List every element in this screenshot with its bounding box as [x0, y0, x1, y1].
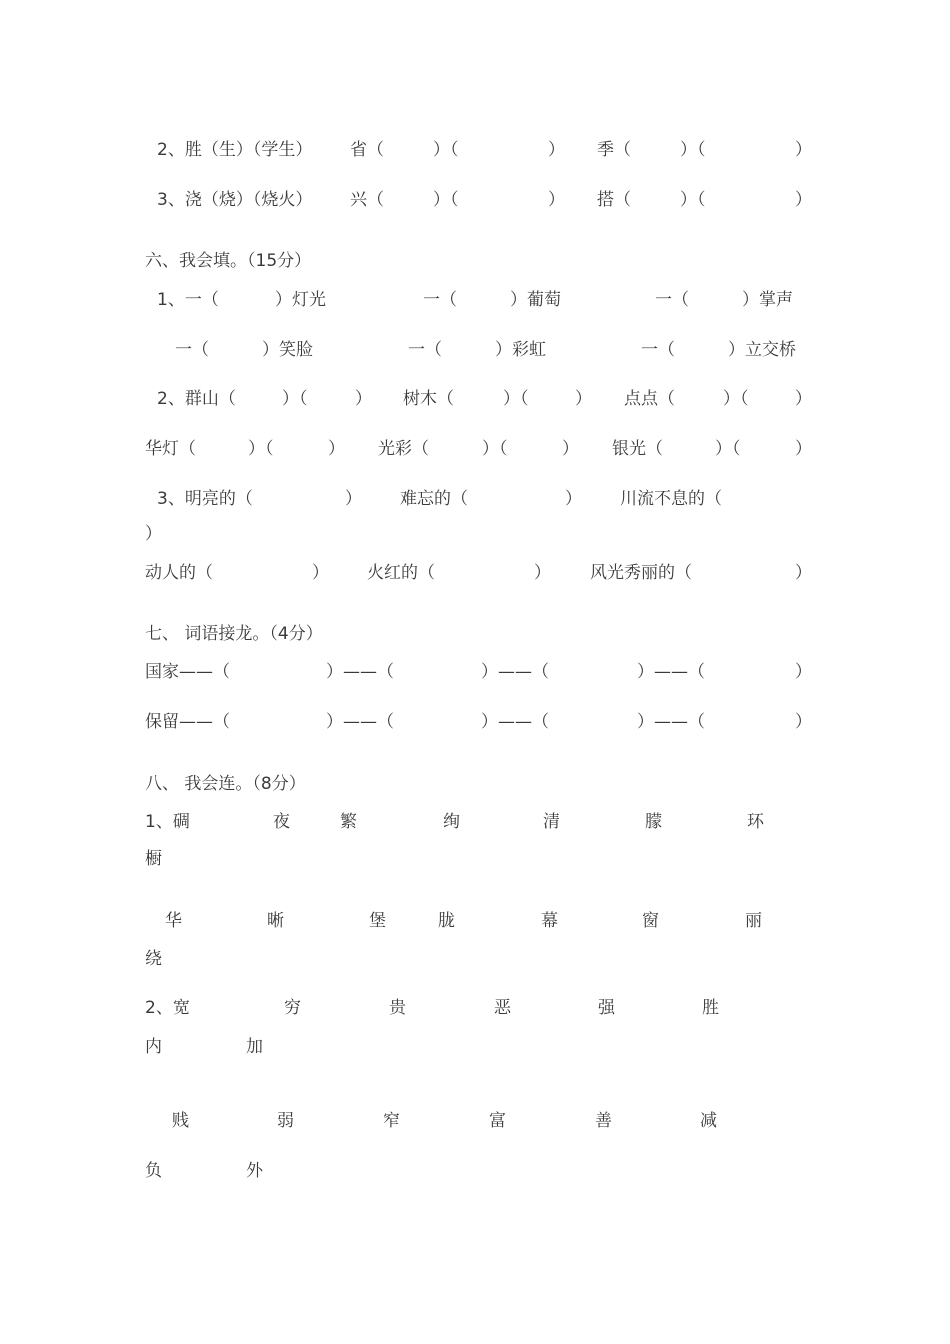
match-char-wrapped: 绕 — [145, 949, 162, 969]
chain-link: ）——（ — [481, 662, 549, 682]
word-blank-open: 季（ — [597, 140, 631, 160]
measure-blank: 一（ — [641, 340, 675, 360]
match-char-wrapped: 外 — [246, 1161, 263, 1181]
adj-blank-open: 火红的（ — [367, 563, 435, 583]
adj-blank-open: 川流不息的（ — [620, 489, 722, 509]
match-char: 贱 — [172, 1111, 189, 1131]
section6-heading: 六、我会填。（15分） — [145, 251, 312, 271]
aabb-blank-close: ） — [355, 389, 372, 409]
aabb-blank-close: ） — [562, 439, 579, 459]
word-blank-close: ） — [795, 190, 812, 210]
match-char: 恶 — [494, 998, 511, 1018]
match-char: 清 — [543, 812, 560, 832]
match-char: 幕 — [541, 911, 558, 931]
match-char: 减 — [700, 1111, 717, 1131]
word-blank-close: ） — [548, 140, 565, 160]
aabb-blank-close: ） — [795, 439, 812, 459]
match-char-wrapped: 负 — [145, 1161, 162, 1181]
word-blank-mid: ）（ — [433, 140, 459, 160]
adj-blank-close: ） — [565, 489, 582, 509]
aabb-blank-mid: ）（ — [482, 439, 508, 459]
word-blank-close: ） — [795, 140, 812, 160]
aabb-blank-mid: ）（ — [503, 389, 529, 409]
match-char: 晰 — [267, 911, 284, 931]
chain-link: ）——（ — [637, 662, 705, 682]
word-blank-mid: ）（ — [680, 140, 706, 160]
match-char: 胧 — [438, 911, 455, 931]
match-char-wrapped: 内 — [145, 1037, 162, 1057]
match-char-wrapped: 加 — [246, 1037, 263, 1057]
word-blank-open: 搭（ — [597, 190, 631, 210]
adj-blank-close: ） — [312, 563, 329, 583]
aabb-blank-open: 2、群山（ — [157, 389, 236, 409]
word-blank-open: 省（ — [350, 140, 384, 160]
match-char: 胜 — [702, 998, 719, 1018]
match-char: 华 — [165, 911, 182, 931]
match-char: 2、宽 — [145, 998, 190, 1018]
match-char: 繁 — [340, 812, 357, 832]
match-char: 夜 — [273, 812, 290, 832]
adj-blank-open: 难忘的（ — [400, 489, 468, 509]
item-label: 2、胜（生）（学生） — [157, 140, 313, 160]
chain-link: ）——（ — [637, 712, 705, 732]
aabb-blank-open: 华灯（ — [145, 439, 196, 459]
match-char: 绚 — [443, 812, 460, 832]
measure-noun: ）彩虹 — [495, 340, 546, 360]
word-blank-mid: ）（ — [433, 190, 459, 210]
measure-blank: 一（ — [175, 340, 209, 360]
section8-heading: 八、 我会连。（8分） — [145, 774, 306, 794]
word-blank-close: ） — [548, 190, 565, 210]
match-char: 窗 — [642, 911, 659, 931]
aabb-blank-close: ） — [328, 439, 345, 459]
aabb-blank-close: ） — [575, 389, 592, 409]
match-char: 窄 — [383, 1111, 400, 1131]
match-char: 善 — [595, 1111, 612, 1131]
adj-blank-close-wrapped: ） — [145, 524, 162, 544]
aabb-blank-mid: ）（ — [715, 439, 741, 459]
match-char: 穷 — [284, 998, 301, 1018]
match-char: 弱 — [277, 1111, 294, 1131]
aabb-blank-mid: ）（ — [248, 439, 274, 459]
chain-link: ）——（ — [326, 712, 394, 732]
aabb-blank-open: 点点（ — [624, 389, 675, 409]
adj-blank-close: ） — [534, 563, 551, 583]
chain-end: ） — [795, 712, 812, 732]
measure-blank: 一（ — [423, 290, 457, 310]
measure-blank: 1、一（ — [157, 290, 219, 310]
chain-link: ）——（ — [326, 662, 394, 682]
item-label: 3、浇（烧）（烧火） — [157, 190, 313, 210]
adj-blank-open: 动人的（ — [145, 563, 213, 583]
aabb-blank-mid: ）（ — [723, 389, 749, 409]
word-blank-mid: ）（ — [680, 190, 706, 210]
match-char-wrapped: 橱 — [145, 849, 162, 869]
match-char: 朦 — [645, 812, 662, 832]
aabb-blank-open: 光彩（ — [378, 439, 429, 459]
adj-blank-close: ） — [345, 489, 362, 509]
match-char: 1、碉 — [145, 812, 190, 832]
measure-noun: ）葡萄 — [510, 290, 561, 310]
adj-blank-close: ） — [795, 563, 812, 583]
measure-noun: ）掌声 — [742, 290, 793, 310]
aabb-blank-open: 银光（ — [612, 439, 663, 459]
match-char: 堡 — [369, 911, 386, 931]
chain-start: 保留——（ — [145, 712, 230, 732]
aabb-blank-close: ） — [795, 389, 812, 409]
match-char: 环 — [747, 812, 764, 832]
adj-blank-open: 风光秀丽的（ — [590, 563, 692, 583]
measure-noun: ）立交桥 — [728, 340, 796, 360]
chain-end: ） — [795, 662, 812, 682]
chain-link: ）——（ — [481, 712, 549, 732]
measure-noun: ）笑脸 — [262, 340, 313, 360]
match-char: 丽 — [745, 911, 762, 931]
aabb-blank-mid: ）（ — [282, 389, 308, 409]
measure-noun: ）灯光 — [275, 290, 326, 310]
measure-blank: 一（ — [408, 340, 442, 360]
chain-start: 国家——（ — [145, 662, 230, 682]
section7-heading: 七、 词语接龙。（4分） — [145, 624, 323, 644]
match-char: 富 — [489, 1111, 506, 1131]
adj-blank-open: 3、明亮的（ — [157, 489, 253, 509]
match-char: 强 — [598, 998, 615, 1018]
measure-blank: 一（ — [655, 290, 689, 310]
word-blank-open: 兴（ — [350, 190, 384, 210]
match-char: 贵 — [389, 998, 406, 1018]
aabb-blank-open: 树木（ — [403, 389, 454, 409]
